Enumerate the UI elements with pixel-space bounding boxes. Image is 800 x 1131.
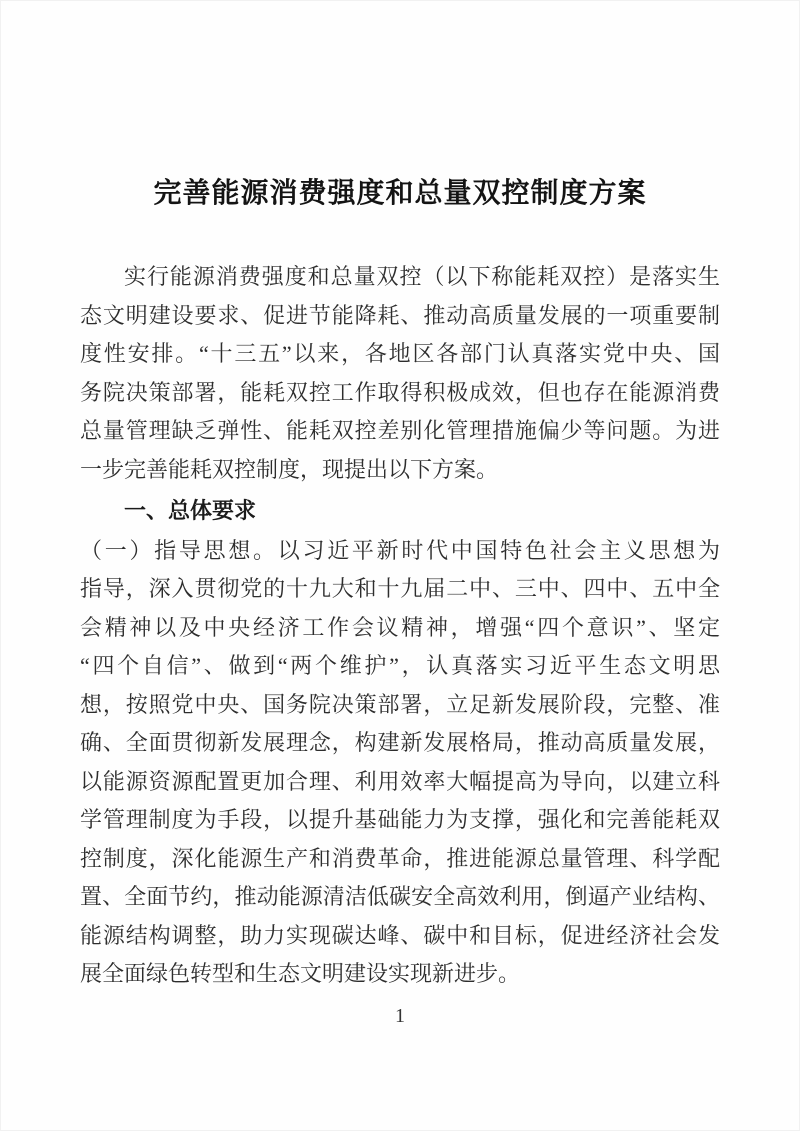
document-title: 完善能源消费强度和总量双控制度方案 [153, 178, 647, 209]
text-line: 展全面绿色转型和生态文明建设实现新进步。 [80, 961, 521, 986]
text-line: 实行能源消费强度和总量双控（以下称能耗双控）是落实生 [124, 264, 720, 289]
text-line: （一）指导思想。以习近平新时代中国特色社会主义思想为 [80, 537, 720, 563]
text-line: 能源结构调整，助力实现碳达峰、碳中和目标，促进经济社会发 [80, 922, 720, 948]
text-line: 控制度，深化能源生产和消费革命，推进能源总量管理、科学配 [80, 845, 720, 871]
text-line: 态文明建设要求、促进节能降耗、推动高质量发展的一项重要制 [80, 302, 720, 328]
paragraph-intro [80, 258, 720, 489]
page-number: 1 [395, 1004, 405, 1027]
paragraph-guiding-ideology [80, 532, 720, 994]
text-line: 务院决策部署，能耗双控工作取得积极成效，但也存在能源消费 [80, 379, 720, 405]
text-line: 总量管理缺乏弹性、能耗双控差别化管理措施偏少等问题。为进 [80, 418, 720, 443]
text-line: 一步完善能耗双控制度，现提出以下方案。 [80, 456, 499, 482]
text-line: 指导，深入贯彻党的十九大和十九届二中、三中、四中、五中全 [80, 576, 720, 601]
text-line: 以能源资源配置更加合理、利用效率大幅提高为导向，以建立科 [80, 768, 720, 794]
text-line: 想，按照党中央、国务院决策部署，立足新发展阶段，完整、准 [80, 691, 720, 717]
section-heading-overall-requirements: 一、总体要求 [124, 498, 257, 523]
text-line: 度性安排。“十三五”以来，各地区各部门认真落实党中央、国 [80, 341, 720, 366]
text-line: “四个自信”、做到“两个维护”，认真落实习近平生态文明思 [80, 653, 720, 678]
text-line: 学管理制度为手段，以提升基础能力为支撑，强化和完善能耗双 [80, 807, 720, 832]
document-body [0, 258, 800, 1028]
text-line: 置、全面节约，推动能源清洁低碳安全高效利用，倒逼产业结构、 [80, 884, 720, 909]
text-line: 会精神以及中央经济工作会议精神，增强“四个意识”、坚定 [80, 614, 720, 640]
text-line: 确、全面贯彻新发展理念，构建新发展格局，推动高质量发展， [80, 730, 720, 755]
